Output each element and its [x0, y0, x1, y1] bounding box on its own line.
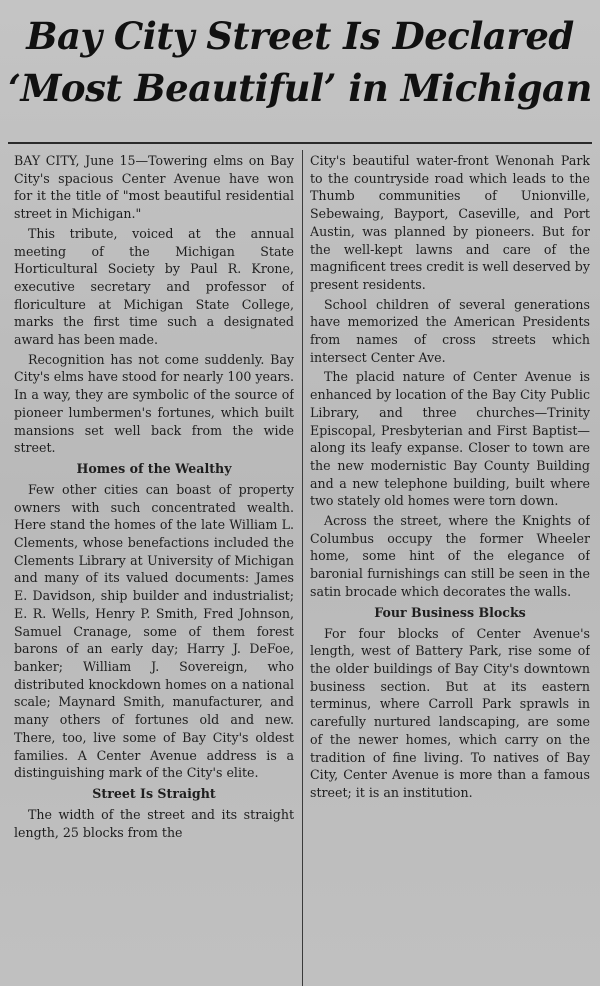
subheading: Four Business Blocks [374, 604, 526, 620]
left-column [14, 152, 294, 986]
paragraph: Across the street, where the Knights of Columbus occupy the former Wheeler home, some hint of the elegance of baronial furnishings can still be seen in the satin brocade which decorates the walls. [310, 513, 590, 599]
subheading: Street Is Straight [92, 785, 216, 801]
right-column [310, 152, 590, 986]
column-divider [302, 150, 303, 986]
paragraph: For four blocks of Center Avenue's length, west of Battery Park, rise some of the older buildings of Bay City's downtown business section. But at its eastern terminus, where Carroll Park sprawls in carefully nurtured landscaping, are some of the newer homes, which carry on the tradition of fine living. To natives of Bay City, Center Avenue is more than a famous street; it is an institution. [310, 625, 590, 800]
paragraph: Few other cities can boast of property owners with such concentrated wealth. Here stand the homes of the late William L. Clements, whose benefactions included the Clements Library at University of Michigan and many of its valued documents: James E. Davidson, ship builder and industrialist; E. R. Wells, Henry P. Smith, Fred Johnson, Samuel Cranage, some of them forest barons of an early day; Harry J. DeFoe, banker; William J. Sovereign, who distributed knockdown homes on a national scale; Maynard Smith, manufacturer, and many others of fortunes old and new. There, too, live some of Bay City's oldest families. A Center Avenue address is a distinguishing mark of the City's elite. [14, 481, 294, 781]
headline-line-1: Bay City Street Is Declared [26, 14, 574, 58]
headline-rule [8, 142, 592, 144]
headline-line-2: ‘Most Beautiful’ in Michigan [8, 66, 592, 110]
paragraph: Recognition has not come suddenly. Bay City's elms have stood for nearly 100 years. In a way, they are symbolic of the source of pioneer lumbermen's fortunes, which built mansions set well back from the wide street. [14, 351, 294, 456]
headline [0, 10, 600, 114]
paragraph-continued: City's beautiful water-front Wenonah Park to the countryside road which leads to the Thumb communities of Unionville, Sebewaing, Bayport, Caseville, and Port Austin, was planned by pioneers. But for the well-kept lawns and care of the magnificent trees credit is well deserved by present residents. [310, 153, 590, 292]
paragraph: School children of several generations have memorized the American Presidents from names of cross streets which intersect Center Ave. [310, 296, 590, 365]
paragraph: This tribute, voiced at the annual meeting of the Michigan State Horticultural Society by Paul R. Krone, executive secretary and professor of floriculture at Michigan State College, marks the first time such a designated award has been made. [14, 225, 294, 348]
paragraph-dateline: BAY CITY, June 15—Towering elms on Bay City's spacious Center Avenue have won for it the title of "most beautiful residential street in Michigan." [14, 153, 294, 222]
paragraph: The placid nature of Center Avenue is enhanced by location of the Bay City Public Library, and three churches—Trinity Episcopal, Presbyterian and First Baptist—along its leafy expanse. Closer to town are the new modernistic Bay County Building and a new telephone building, built where two stately old homes were torn down. [310, 369, 590, 509]
subheading: Homes of the Wealthy [76, 460, 232, 476]
paragraph: The width of the street and its straight length, 25 blocks from the [14, 806, 294, 840]
